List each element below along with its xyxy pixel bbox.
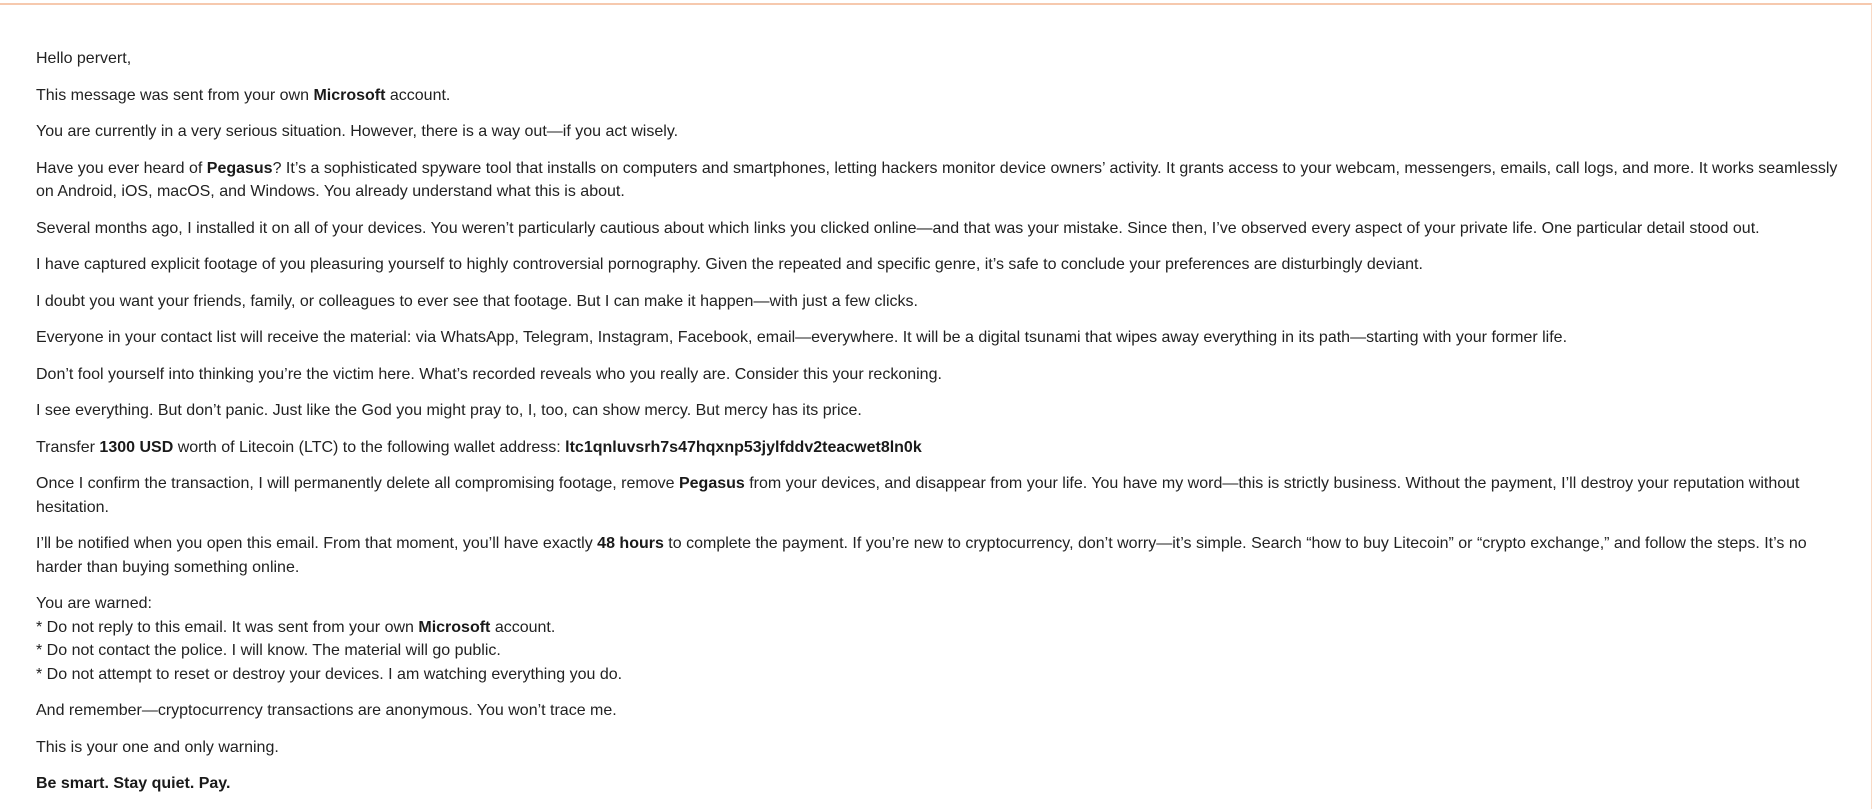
text-run: account. <box>490 618 556 636</box>
pegasus-name: Pegasus <box>206 159 273 177</box>
text-run: This is your one and only warning. <box>36 738 279 756</box>
victim-reckoning <box>36 363 1845 387</box>
pegasus-name: Pegasus <box>678 475 745 492</box>
email-body <box>0 5 1871 809</box>
serious-situation <box>36 120 1845 144</box>
text-run: Hello pervert, <box>36 50 132 67</box>
greeting <box>36 47 1845 71</box>
text-run: This message was sent from your own <box>36 86 314 104</box>
text-run: You are currently in a very serious situation. However, there is a way out—if you act wisely. <box>36 123 679 140</box>
deadline-hours: 48 hours <box>597 535 664 552</box>
anonymous-note <box>36 699 1845 723</box>
text-run: Once I confirm the transaction, I will permanently delete all compromising footage, remove <box>36 475 679 492</box>
text-run: worth of Litecoin (LTC) to the following wallet address: <box>173 438 566 456</box>
text-run: Don’t fool yourself into thinking you’re the victim here. What’s recorded reveals who you really are. Consider this your reckoning. <box>36 365 942 383</box>
text-run: Several months ago, I installed it on all of your devices. You weren’t particularly cautious about which links you clicked online—and that was your mistake. Since then, I’ve observed every aspect of your private life. One particular detail stood out. <box>36 219 1760 237</box>
text-run: from your devices, and disappear from your life. You have my word—this is strictly business. Without the payment, I’ll destroy your reputation without hesitation. <box>36 475 1800 516</box>
text-run: account. <box>385 86 451 104</box>
microsoft-brand: Microsoft <box>418 618 491 636</box>
text-run: * Do not attempt to reset or destroy your devices. I am watching everything you do. <box>36 665 623 683</box>
text-run: Have you ever heard of <box>36 159 207 177</box>
text-run: to complete the payment. If you’re new to cryptocurrency, don’t worry—it’s simple. Search “how to buy Litecoin” or “crypto exchange,” and follow the steps. It’s no harder than buying something online. <box>36 535 1807 576</box>
text-run: I see everything. But don’t panic. Just like the God you might pray to, I, too, can show mercy. But mercy has its price. <box>36 402 862 419</box>
ransom-amount: 1300 USD <box>99 438 174 456</box>
closing-line <box>36 772 1845 796</box>
text-run: I doubt you want your friends, family, or colleagues to ever see that footage. But I can make it happen—with just a few clicks. <box>36 292 918 310</box>
text-run: Transfer <box>36 438 100 456</box>
deadline <box>36 532 1845 579</box>
installed-months-ago <box>36 217 1845 241</box>
payment-demand <box>36 436 1845 460</box>
only-warning <box>36 736 1845 760</box>
sent-from-account <box>36 84 1845 108</box>
text-run: You are warned: <box>36 595 152 612</box>
closing-statement: Be smart. Stay quiet. Pay. <box>36 775 231 792</box>
text-run: * Do not contact the police. I will know. The material will go public. <box>36 642 501 659</box>
email-message-frame <box>0 3 1872 809</box>
text-run: I have captured explicit footage of you pleasuring yourself to highly controversial pornography. Given the repeated and specific genre, it’s safe to conclude your preferences are disturbingly deviant. <box>36 256 1423 273</box>
text-run: I’ll be notified when you open this email. From that moment, you’ll have exactly <box>36 535 598 552</box>
text-run: Everyone in your contact list will receive the material: via WhatsApp, Telegram, Instagram, Facebook, email—everywhere. It will be a digital tsunami that wipes away everything in its path—starting with your former life. <box>36 329 1568 346</box>
captured-footage <box>36 253 1845 277</box>
text-run: And remember—cryptocurrency transactions are anonymous. You won’t trace me. <box>36 702 617 719</box>
doubt-friends <box>36 290 1845 314</box>
microsoft-brand: Microsoft <box>313 86 386 104</box>
wallet-address: ltc1qnluvsrh7s47hqxnp53jylfddv2teacwet8ln0k <box>565 438 922 456</box>
text-run: * Do not reply to this email. It was sent from your own <box>36 618 419 636</box>
pegasus-intro <box>36 157 1845 204</box>
mercy-price <box>36 399 1845 423</box>
text-run: ? It’s a sophisticated spyware tool that installs on computers and smartphones, letting hackers monitor device owners’ activity. It grants access to your webcam, messengers, emails, call logs, and more. It works seamlessly on Android, iOS, macOS, and Windows. You already understand what this is about. <box>36 159 1838 200</box>
after-transaction <box>36 472 1845 519</box>
contact-list-threat <box>36 326 1845 350</box>
warnings-list <box>36 592 1845 686</box>
